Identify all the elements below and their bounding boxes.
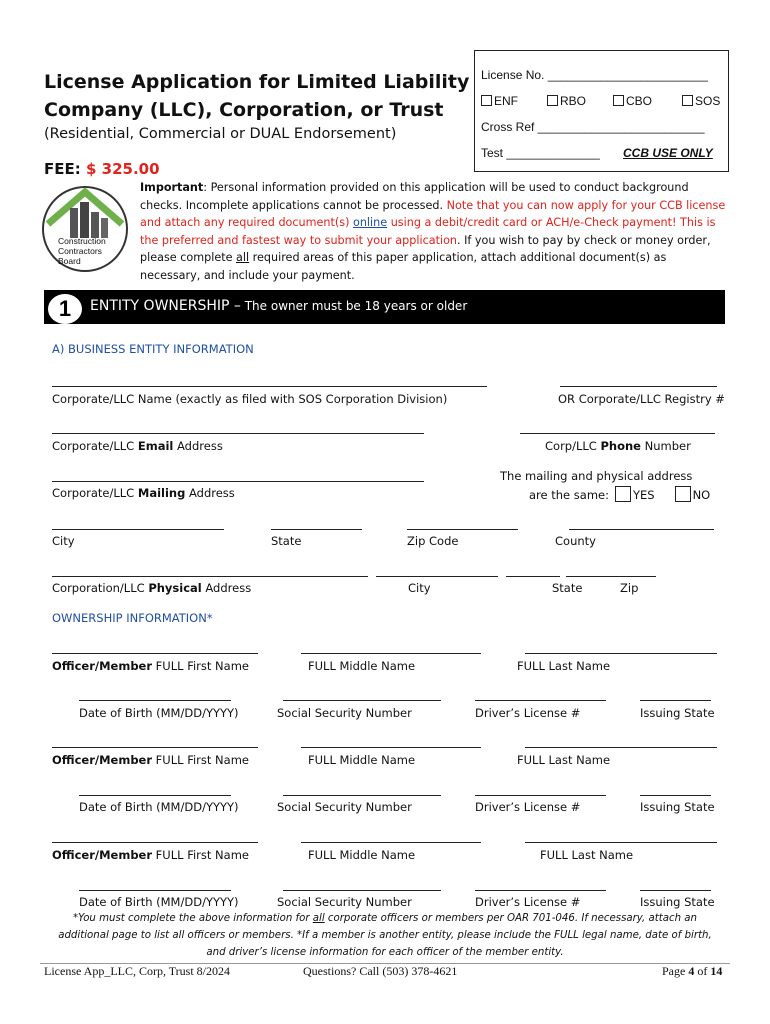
officer2-last-input[interactable] (525, 747, 717, 748)
officer1-first-input[interactable] (52, 653, 258, 654)
officer3-ssn-label: Social Security Number (277, 895, 412, 909)
officer1-last-label: FULL Last Name (517, 659, 611, 673)
officer3-first-input[interactable] (52, 842, 258, 843)
same-address-question: The mailing and physical address (500, 469, 693, 483)
officer2-dl-label: Driver’s License # (475, 800, 581, 814)
registry-label: OR Corporate/LLC Registry # (558, 392, 725, 406)
section-number: 1 (48, 294, 82, 324)
officer1-dl-label: Driver’s License # (475, 706, 581, 720)
officer3-issuing-label: Issuing State (640, 895, 715, 909)
fee-label: FEE: (44, 160, 81, 178)
officer3-dob-input[interactable] (79, 890, 231, 891)
same-address-options: are the same: YES NO (529, 488, 711, 502)
officer2-ssn-input[interactable] (283, 795, 441, 796)
city-input[interactable] (52, 529, 224, 530)
ccb-logo (40, 184, 130, 274)
officer1-ssn-input[interactable] (283, 700, 441, 701)
officer3-last-label: FULL Last Name (540, 848, 634, 862)
officer3-middle-label: FULL Middle Name (308, 848, 416, 862)
fee-value: $ 325.00 (85, 160, 160, 178)
officer3-ssn-input[interactable] (283, 890, 441, 891)
officer2-first-input[interactable] (52, 747, 258, 748)
cross-ref-field: Cross Ref _________________________ (481, 120, 705, 134)
footer-phone: Questions? Call (503) 378-4621 (303, 964, 458, 978)
physical-zip-input[interactable] (566, 576, 656, 577)
officer1-issuing-input[interactable] (640, 700, 711, 701)
officer2-middle-input[interactable] (301, 747, 481, 748)
logo-text: Construction Contractors Board (58, 236, 106, 266)
officer1-issuing-label: Issuing State (640, 706, 715, 720)
officer1-dl-input[interactable] (475, 700, 606, 701)
ownership-note: *You must complete the above information for all corporate officers or members per OAR 701-046. If necessary, attach an additional page to list all officers or members. *If a member is another entity, please include the FULL legal name, date of birth, and driver’s license information for each officer of the member entity. (58, 913, 712, 958)
email-label: Corporate/LLC Email Address (52, 439, 223, 453)
checkbox-icon (547, 95, 558, 106)
physical-state-label: State (552, 581, 583, 595)
corp-name-label: Corporate/LLC Name (exactly as filed with SOS Corporation Division) (52, 392, 448, 406)
officer2-issuing-input[interactable] (640, 795, 711, 796)
officer1-ssn-label: Social Security Number (277, 706, 412, 720)
physical-address-input[interactable] (52, 576, 368, 577)
checkbox-icon (613, 95, 624, 106)
checkbox-icon (481, 95, 492, 106)
officer1-first-label: Officer/Member FULL First Name (52, 659, 249, 673)
officer3-issuing-input[interactable] (640, 890, 711, 891)
online-link[interactable]: online (353, 216, 388, 229)
officer1-dob-label: Date of Birth (MM/DD/YYYY) (79, 706, 239, 720)
state-input[interactable] (271, 529, 362, 530)
officer3-dl-label: Driver’s License # (475, 895, 581, 909)
enf-option: ENF (481, 94, 518, 108)
business-heading: A) BUSINESS ENTITY INFORMATION (52, 342, 254, 356)
officer2-ssn-label: Social Security Number (277, 800, 412, 814)
state-label: State (271, 534, 302, 548)
registry-input[interactable] (560, 386, 717, 387)
officer3-dl-input[interactable] (475, 890, 606, 891)
officer1-last-input[interactable] (525, 653, 717, 654)
cbo-option: CBO (613, 94, 652, 108)
zip-input[interactable] (407, 529, 518, 530)
officer3-dob-label: Date of Birth (MM/DD/YYYY) (79, 895, 239, 909)
page-title-line1: License Application for Limited Liability (44, 71, 470, 93)
county-label: County (555, 534, 596, 548)
footer-form-id: License App_LLC, Corp, Trust 8/2024 (44, 964, 231, 978)
officer2-dl-input[interactable] (475, 795, 606, 796)
corp-name-input[interactable] (52, 386, 487, 387)
officer1-middle-input[interactable] (301, 653, 481, 654)
officer2-middle-label: FULL Middle Name (308, 753, 416, 767)
fee (44, 160, 160, 178)
physical-city-input[interactable] (376, 576, 498, 577)
physical-zip-label: Zip (620, 581, 639, 595)
mailing-label: Corporate/LLC Mailing Address (52, 486, 235, 500)
physical-address-label: Corporation/LLC Physical Address (52, 581, 252, 595)
footer-page-number: Page 4 of 14 (662, 964, 723, 978)
officer1-dob-input[interactable] (79, 700, 231, 701)
officer3-middle-input[interactable] (301, 842, 481, 843)
phone-input[interactable] (520, 433, 715, 434)
officer1-middle-label: FULL Middle Name (308, 659, 416, 673)
email-input[interactable] (52, 433, 424, 434)
page-subtitle: (Residential, Commercial or DUAL Endorsement) (44, 126, 397, 142)
physical-state-input[interactable] (506, 576, 560, 577)
test-field: Test ______________ (481, 146, 600, 160)
mailing-input[interactable] (52, 481, 424, 482)
yes-checkbox[interactable] (615, 486, 631, 502)
officer2-dob-input[interactable] (79, 795, 231, 796)
officer3-first-label: Officer/Member FULL First Name (52, 848, 249, 862)
officer2-dob-label: Date of Birth (MM/DD/YYYY) (79, 800, 239, 814)
checkbox-icon (682, 95, 693, 106)
license-no-field: License No. ________________________ (481, 68, 708, 82)
section-title: ENTITY OWNERSHIP – The owner must be 18 years or older (90, 298, 468, 314)
officer2-last-label: FULL Last Name (517, 753, 611, 767)
important-notice: Important: Personal information provided on this application will be used to conduct background checks. Incomplete applications cannot be processed. Note that you can now apply for your CCB license and attach any required document(s) online using a debit/credit card or ACH/e-Check payment! This is the preferred and fastest way to submit your application. If you wish to pay by check or money order, please complete all required areas of this paper application, attach additional document(s) as necessary, and include your payment. (140, 181, 726, 282)
ownership-heading: OWNERSHIP INFORMATION* (52, 611, 213, 625)
physical-city-label: City (408, 581, 431, 595)
sos-option: SOS (682, 94, 720, 108)
ccb-use-box (474, 50, 729, 172)
zip-label: Zip Code (407, 534, 459, 548)
officer3-last-input[interactable] (525, 842, 717, 843)
rbo-option: RBO (547, 94, 586, 108)
ccb-use-only: CCB USE ONLY (623, 146, 713, 160)
city-label: City (52, 534, 75, 548)
county-input[interactable] (569, 529, 714, 530)
officer2-first-label: Officer/Member FULL First Name (52, 753, 249, 767)
page-title-line2: Company (LLC), Corporation, or Trust (44, 99, 444, 121)
officer2-issuing-label: Issuing State (640, 800, 715, 814)
phone-label: Corp/LLC Phone Number (545, 439, 691, 453)
no-checkbox[interactable] (675, 486, 691, 502)
